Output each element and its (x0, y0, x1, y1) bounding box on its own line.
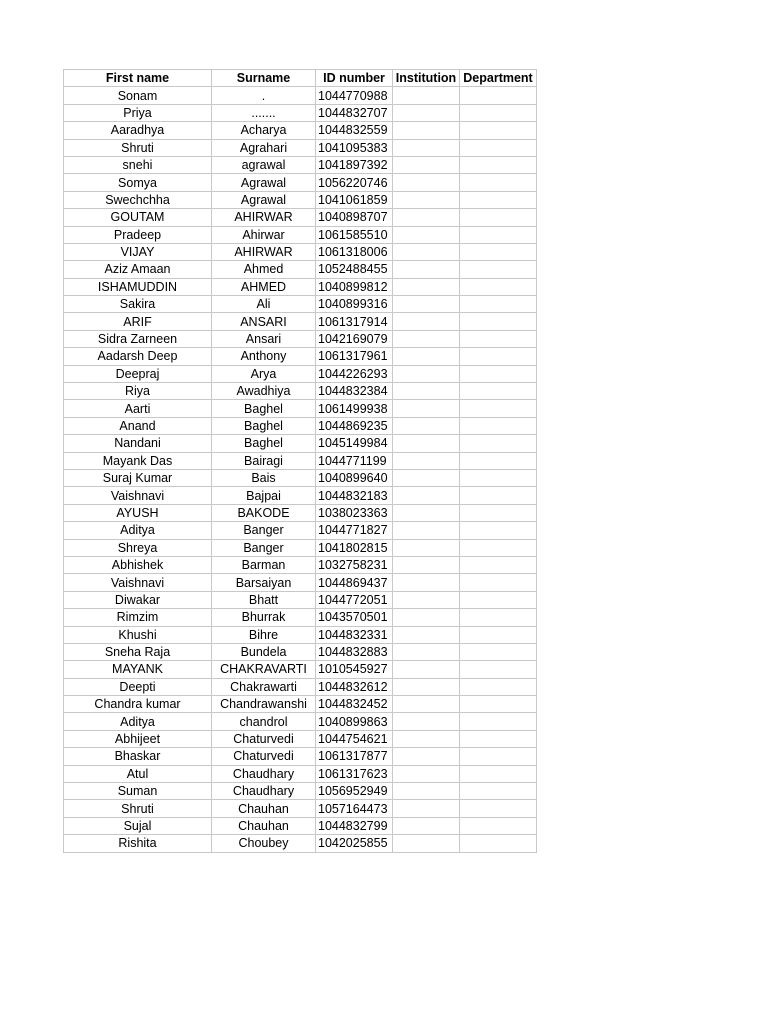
cell-id-number: 1040899640 (316, 469, 393, 486)
table-row (64, 835, 537, 852)
cell-id-number: 1061499938 (316, 400, 393, 417)
cell-first-name: Aadarsh Deep (64, 348, 212, 365)
cell-id-number: 1043570501 (316, 609, 393, 626)
table-row (64, 783, 537, 800)
cell-department (460, 417, 537, 434)
cell-id-number: 1032758231 (316, 556, 393, 573)
cell-surname: Ali (212, 296, 316, 313)
cell-first-name: Aditya (64, 713, 212, 730)
table-header (64, 70, 537, 87)
cell-institution (393, 539, 460, 556)
table-row (64, 626, 537, 643)
cell-surname: chandrol (212, 713, 316, 730)
cell-department (460, 730, 537, 747)
table-row (64, 174, 537, 191)
cell-id-number: 1040899863 (316, 713, 393, 730)
cell-first-name: Nandani (64, 435, 212, 452)
cell-first-name: Suman (64, 783, 212, 800)
student-table (63, 69, 537, 853)
cell-first-name: Sujal (64, 817, 212, 834)
cell-surname: ....... (212, 104, 316, 121)
cell-surname: Arya (212, 365, 316, 382)
table-row (64, 104, 537, 121)
table-row (64, 748, 537, 765)
header-surname: Surname (212, 70, 316, 87)
cell-id-number: 1040899316 (316, 296, 393, 313)
cell-department (460, 748, 537, 765)
table-row (64, 435, 537, 452)
cell-institution (393, 452, 460, 469)
cell-department (460, 835, 537, 852)
cell-id-number: 1044832799 (316, 817, 393, 834)
cell-department (460, 174, 537, 191)
table-row (64, 696, 537, 713)
cell-department (460, 539, 537, 556)
cell-first-name: Diwakar (64, 591, 212, 608)
cell-first-name: GOUTAM (64, 209, 212, 226)
cell-first-name: Shruti (64, 800, 212, 817)
cell-institution (393, 348, 460, 365)
cell-id-number: 1041802815 (316, 539, 393, 556)
cell-first-name: MAYANK (64, 661, 212, 678)
cell-department (460, 591, 537, 608)
cell-institution (393, 435, 460, 452)
cell-institution (393, 365, 460, 382)
cell-institution (393, 296, 460, 313)
cell-institution (393, 122, 460, 139)
cell-institution (393, 591, 460, 608)
cell-surname: Awadhiya (212, 383, 316, 400)
cell-institution (393, 278, 460, 295)
cell-surname: Chauhan (212, 800, 316, 817)
cell-first-name: Anand (64, 417, 212, 434)
cell-department (460, 365, 537, 382)
cell-first-name: snehi (64, 156, 212, 173)
cell-first-name: Priya (64, 104, 212, 121)
cell-surname: Barsaiyan (212, 574, 316, 591)
cell-institution (393, 226, 460, 243)
cell-institution (393, 522, 460, 539)
cell-surname: AHIRWAR (212, 243, 316, 260)
table-row (64, 487, 537, 504)
table-row (64, 765, 537, 782)
cell-first-name: Suraj Kumar (64, 469, 212, 486)
cell-surname: Bhurrak (212, 609, 316, 626)
cell-first-name: Riya (64, 383, 212, 400)
cell-id-number: 1040898707 (316, 209, 393, 226)
table-row (64, 139, 537, 156)
cell-first-name: Rishita (64, 835, 212, 852)
cell-id-number: 1041897392 (316, 156, 393, 173)
cell-id-number: 1044869437 (316, 574, 393, 591)
cell-department (460, 504, 537, 521)
cell-first-name: Rimzim (64, 609, 212, 626)
cell-institution (393, 156, 460, 173)
cell-institution (393, 835, 460, 852)
cell-department (460, 469, 537, 486)
cell-first-name: Aditya (64, 522, 212, 539)
cell-institution (393, 696, 460, 713)
table-row (64, 522, 537, 539)
table-row (64, 574, 537, 591)
cell-id-number: 1056220746 (316, 174, 393, 191)
cell-id-number: 1044770988 (316, 87, 393, 104)
cell-surname: Bajpai (212, 487, 316, 504)
cell-first-name: Sakira (64, 296, 212, 313)
table-row (64, 243, 537, 260)
cell-surname: Ahirwar (212, 226, 316, 243)
cell-id-number: 1010545927 (316, 661, 393, 678)
cell-department (460, 122, 537, 139)
cell-department (460, 487, 537, 504)
cell-id-number: 1042169079 (316, 330, 393, 347)
cell-surname: Bihre (212, 626, 316, 643)
cell-institution (393, 261, 460, 278)
cell-first-name: Khushi (64, 626, 212, 643)
cell-first-name: Chandra kumar (64, 696, 212, 713)
cell-surname: Agrawal (212, 174, 316, 191)
cell-surname: . (212, 87, 316, 104)
cell-first-name: Swechchha (64, 191, 212, 208)
cell-institution (393, 661, 460, 678)
cell-id-number: 1061585510 (316, 226, 393, 243)
cell-department (460, 383, 537, 400)
table-row (64, 87, 537, 104)
cell-surname: Anthony (212, 348, 316, 365)
cell-department (460, 278, 537, 295)
cell-institution (393, 783, 460, 800)
cell-institution (393, 556, 460, 573)
table-row (64, 556, 537, 573)
cell-id-number: 1044832707 (316, 104, 393, 121)
cell-first-name: Aaradhya (64, 122, 212, 139)
cell-department (460, 678, 537, 695)
cell-institution (393, 643, 460, 660)
cell-first-name: Deepti (64, 678, 212, 695)
table-row (64, 469, 537, 486)
cell-department (460, 348, 537, 365)
cell-institution (393, 383, 460, 400)
cell-id-number: 1042025855 (316, 835, 393, 852)
cell-surname: Banger (212, 539, 316, 556)
cell-department (460, 330, 537, 347)
cell-surname: Acharya (212, 122, 316, 139)
table-row (64, 591, 537, 608)
cell-institution (393, 609, 460, 626)
cell-institution (393, 487, 460, 504)
cell-department (460, 696, 537, 713)
cell-first-name: VIJAY (64, 243, 212, 260)
cell-department (460, 87, 537, 104)
cell-department (460, 156, 537, 173)
cell-id-number: 1044754621 (316, 730, 393, 747)
table-row (64, 122, 537, 139)
cell-first-name: Aziz Amaan (64, 261, 212, 278)
cell-surname: Baghel (212, 435, 316, 452)
cell-id-number: 1044832883 (316, 643, 393, 660)
cell-institution (393, 243, 460, 260)
table-row (64, 383, 537, 400)
cell-first-name: Vaishnavi (64, 487, 212, 504)
cell-department (460, 435, 537, 452)
table-row (64, 209, 537, 226)
cell-institution (393, 139, 460, 156)
cell-id-number: 1056952949 (316, 783, 393, 800)
cell-first-name: Pradeep (64, 226, 212, 243)
table-row (64, 313, 537, 330)
cell-institution (393, 469, 460, 486)
table-row (64, 191, 537, 208)
cell-surname: Agrahari (212, 139, 316, 156)
cell-department (460, 661, 537, 678)
header-first-name: First name (64, 70, 212, 87)
cell-institution (393, 730, 460, 747)
cell-id-number: 1044832384 (316, 383, 393, 400)
table-row (64, 817, 537, 834)
cell-surname: Chakrawarti (212, 678, 316, 695)
cell-department (460, 556, 537, 573)
cell-institution (393, 817, 460, 834)
cell-surname: Bais (212, 469, 316, 486)
table-row (64, 156, 537, 173)
table-row (64, 296, 537, 313)
cell-id-number: 1044832183 (316, 487, 393, 504)
cell-surname: Ansari (212, 330, 316, 347)
table-row (64, 417, 537, 434)
cell-surname: Bairagi (212, 452, 316, 469)
table-row (64, 226, 537, 243)
cell-department (460, 139, 537, 156)
cell-id-number: 1045149984 (316, 435, 393, 452)
table-row (64, 800, 537, 817)
cell-institution (393, 713, 460, 730)
cell-first-name: ARIF (64, 313, 212, 330)
cell-id-number: 1044771827 (316, 522, 393, 539)
table-row (64, 278, 537, 295)
header-row (64, 70, 537, 87)
cell-department (460, 609, 537, 626)
cell-surname: Banger (212, 522, 316, 539)
cell-id-number: 1061317914 (316, 313, 393, 330)
cell-first-name: Deepraj (64, 365, 212, 382)
cell-surname: Baghel (212, 417, 316, 434)
table-row (64, 678, 537, 695)
table-row (64, 661, 537, 678)
cell-surname: Chandrawanshi (212, 696, 316, 713)
table-row (64, 609, 537, 626)
cell-department (460, 296, 537, 313)
cell-surname: AHIRWAR (212, 209, 316, 226)
cell-surname: Ahmed (212, 261, 316, 278)
cell-first-name: Aarti (64, 400, 212, 417)
cell-institution (393, 417, 460, 434)
header-id-number: ID number (316, 70, 393, 87)
cell-department (460, 522, 537, 539)
cell-institution (393, 574, 460, 591)
cell-institution (393, 765, 460, 782)
cell-first-name: Shruti (64, 139, 212, 156)
cell-department (460, 243, 537, 260)
table-row (64, 539, 537, 556)
cell-surname: AHMED (212, 278, 316, 295)
cell-id-number: 1044771199 (316, 452, 393, 469)
table-row (64, 730, 537, 747)
cell-department (460, 191, 537, 208)
cell-id-number: 1044869235 (316, 417, 393, 434)
cell-surname: Bundela (212, 643, 316, 660)
cell-institution (393, 748, 460, 765)
cell-department (460, 626, 537, 643)
cell-first-name: Mayank Das (64, 452, 212, 469)
cell-first-name: Abhijeet (64, 730, 212, 747)
cell-id-number: 1040899812 (316, 278, 393, 295)
cell-first-name: Atul (64, 765, 212, 782)
cell-department (460, 400, 537, 417)
cell-id-number: 1041061859 (316, 191, 393, 208)
cell-id-number: 1057164473 (316, 800, 393, 817)
cell-first-name: Bhaskar (64, 748, 212, 765)
cell-id-number: 1061317623 (316, 765, 393, 782)
cell-department (460, 783, 537, 800)
cell-department (460, 574, 537, 591)
cell-department (460, 643, 537, 660)
cell-institution (393, 87, 460, 104)
cell-surname: BAKODE (212, 504, 316, 521)
cell-institution (393, 104, 460, 121)
cell-surname: agrawal (212, 156, 316, 173)
cell-institution (393, 313, 460, 330)
cell-surname: Barman (212, 556, 316, 573)
cell-id-number: 1038023363 (316, 504, 393, 521)
cell-institution (393, 191, 460, 208)
cell-surname: Chaudhary (212, 783, 316, 800)
cell-id-number: 1061318006 (316, 243, 393, 260)
cell-id-number: 1044832612 (316, 678, 393, 695)
cell-department (460, 104, 537, 121)
cell-department (460, 209, 537, 226)
cell-department (460, 713, 537, 730)
cell-first-name: Sidra Zarneen (64, 330, 212, 347)
cell-surname: Choubey (212, 835, 316, 852)
cell-id-number: 1044832331 (316, 626, 393, 643)
table-row (64, 330, 537, 347)
cell-institution (393, 400, 460, 417)
header-institution: Institution (393, 70, 460, 87)
cell-surname: CHAKRAVARTI (212, 661, 316, 678)
table-row (64, 452, 537, 469)
table-row (64, 348, 537, 365)
cell-department (460, 226, 537, 243)
cell-department (460, 452, 537, 469)
cell-id-number: 1044226293 (316, 365, 393, 382)
cell-id-number: 1044832452 (316, 696, 393, 713)
table-row (64, 713, 537, 730)
cell-first-name: Somya (64, 174, 212, 191)
cell-surname: Chaudhary (212, 765, 316, 782)
cell-surname: Baghel (212, 400, 316, 417)
cell-id-number: 1061317961 (316, 348, 393, 365)
cell-first-name: Shreya (64, 539, 212, 556)
header-department: Department (460, 70, 537, 87)
cell-surname: Agrawal (212, 191, 316, 208)
cell-first-name: Sonam (64, 87, 212, 104)
cell-surname: Chaturvedi (212, 748, 316, 765)
table-row (64, 504, 537, 521)
cell-id-number: 1061317877 (316, 748, 393, 765)
cell-department (460, 817, 537, 834)
cell-first-name: Vaishnavi (64, 574, 212, 591)
table-row (64, 261, 537, 278)
cell-id-number: 1044832559 (316, 122, 393, 139)
cell-institution (393, 626, 460, 643)
cell-institution (393, 330, 460, 347)
table-row (64, 400, 537, 417)
cell-surname: Chaturvedi (212, 730, 316, 747)
cell-id-number: 1044772051 (316, 591, 393, 608)
cell-department (460, 765, 537, 782)
cell-id-number: 1041095383 (316, 139, 393, 156)
cell-institution (393, 209, 460, 226)
cell-surname: Bhatt (212, 591, 316, 608)
table-row (64, 365, 537, 382)
cell-institution (393, 678, 460, 695)
cell-department (460, 313, 537, 330)
cell-institution (393, 174, 460, 191)
cell-first-name: Abhishek (64, 556, 212, 573)
cell-surname: ANSARI (212, 313, 316, 330)
cell-first-name: Sneha Raja (64, 643, 212, 660)
cell-institution (393, 504, 460, 521)
table-row (64, 643, 537, 660)
cell-first-name: ISHAMUDDIN (64, 278, 212, 295)
cell-surname: Chauhan (212, 817, 316, 834)
cell-id-number: 1052488455 (316, 261, 393, 278)
cell-first-name: AYUSH (64, 504, 212, 521)
table-body (64, 87, 537, 852)
cell-institution (393, 800, 460, 817)
cell-department (460, 261, 537, 278)
cell-department (460, 800, 537, 817)
